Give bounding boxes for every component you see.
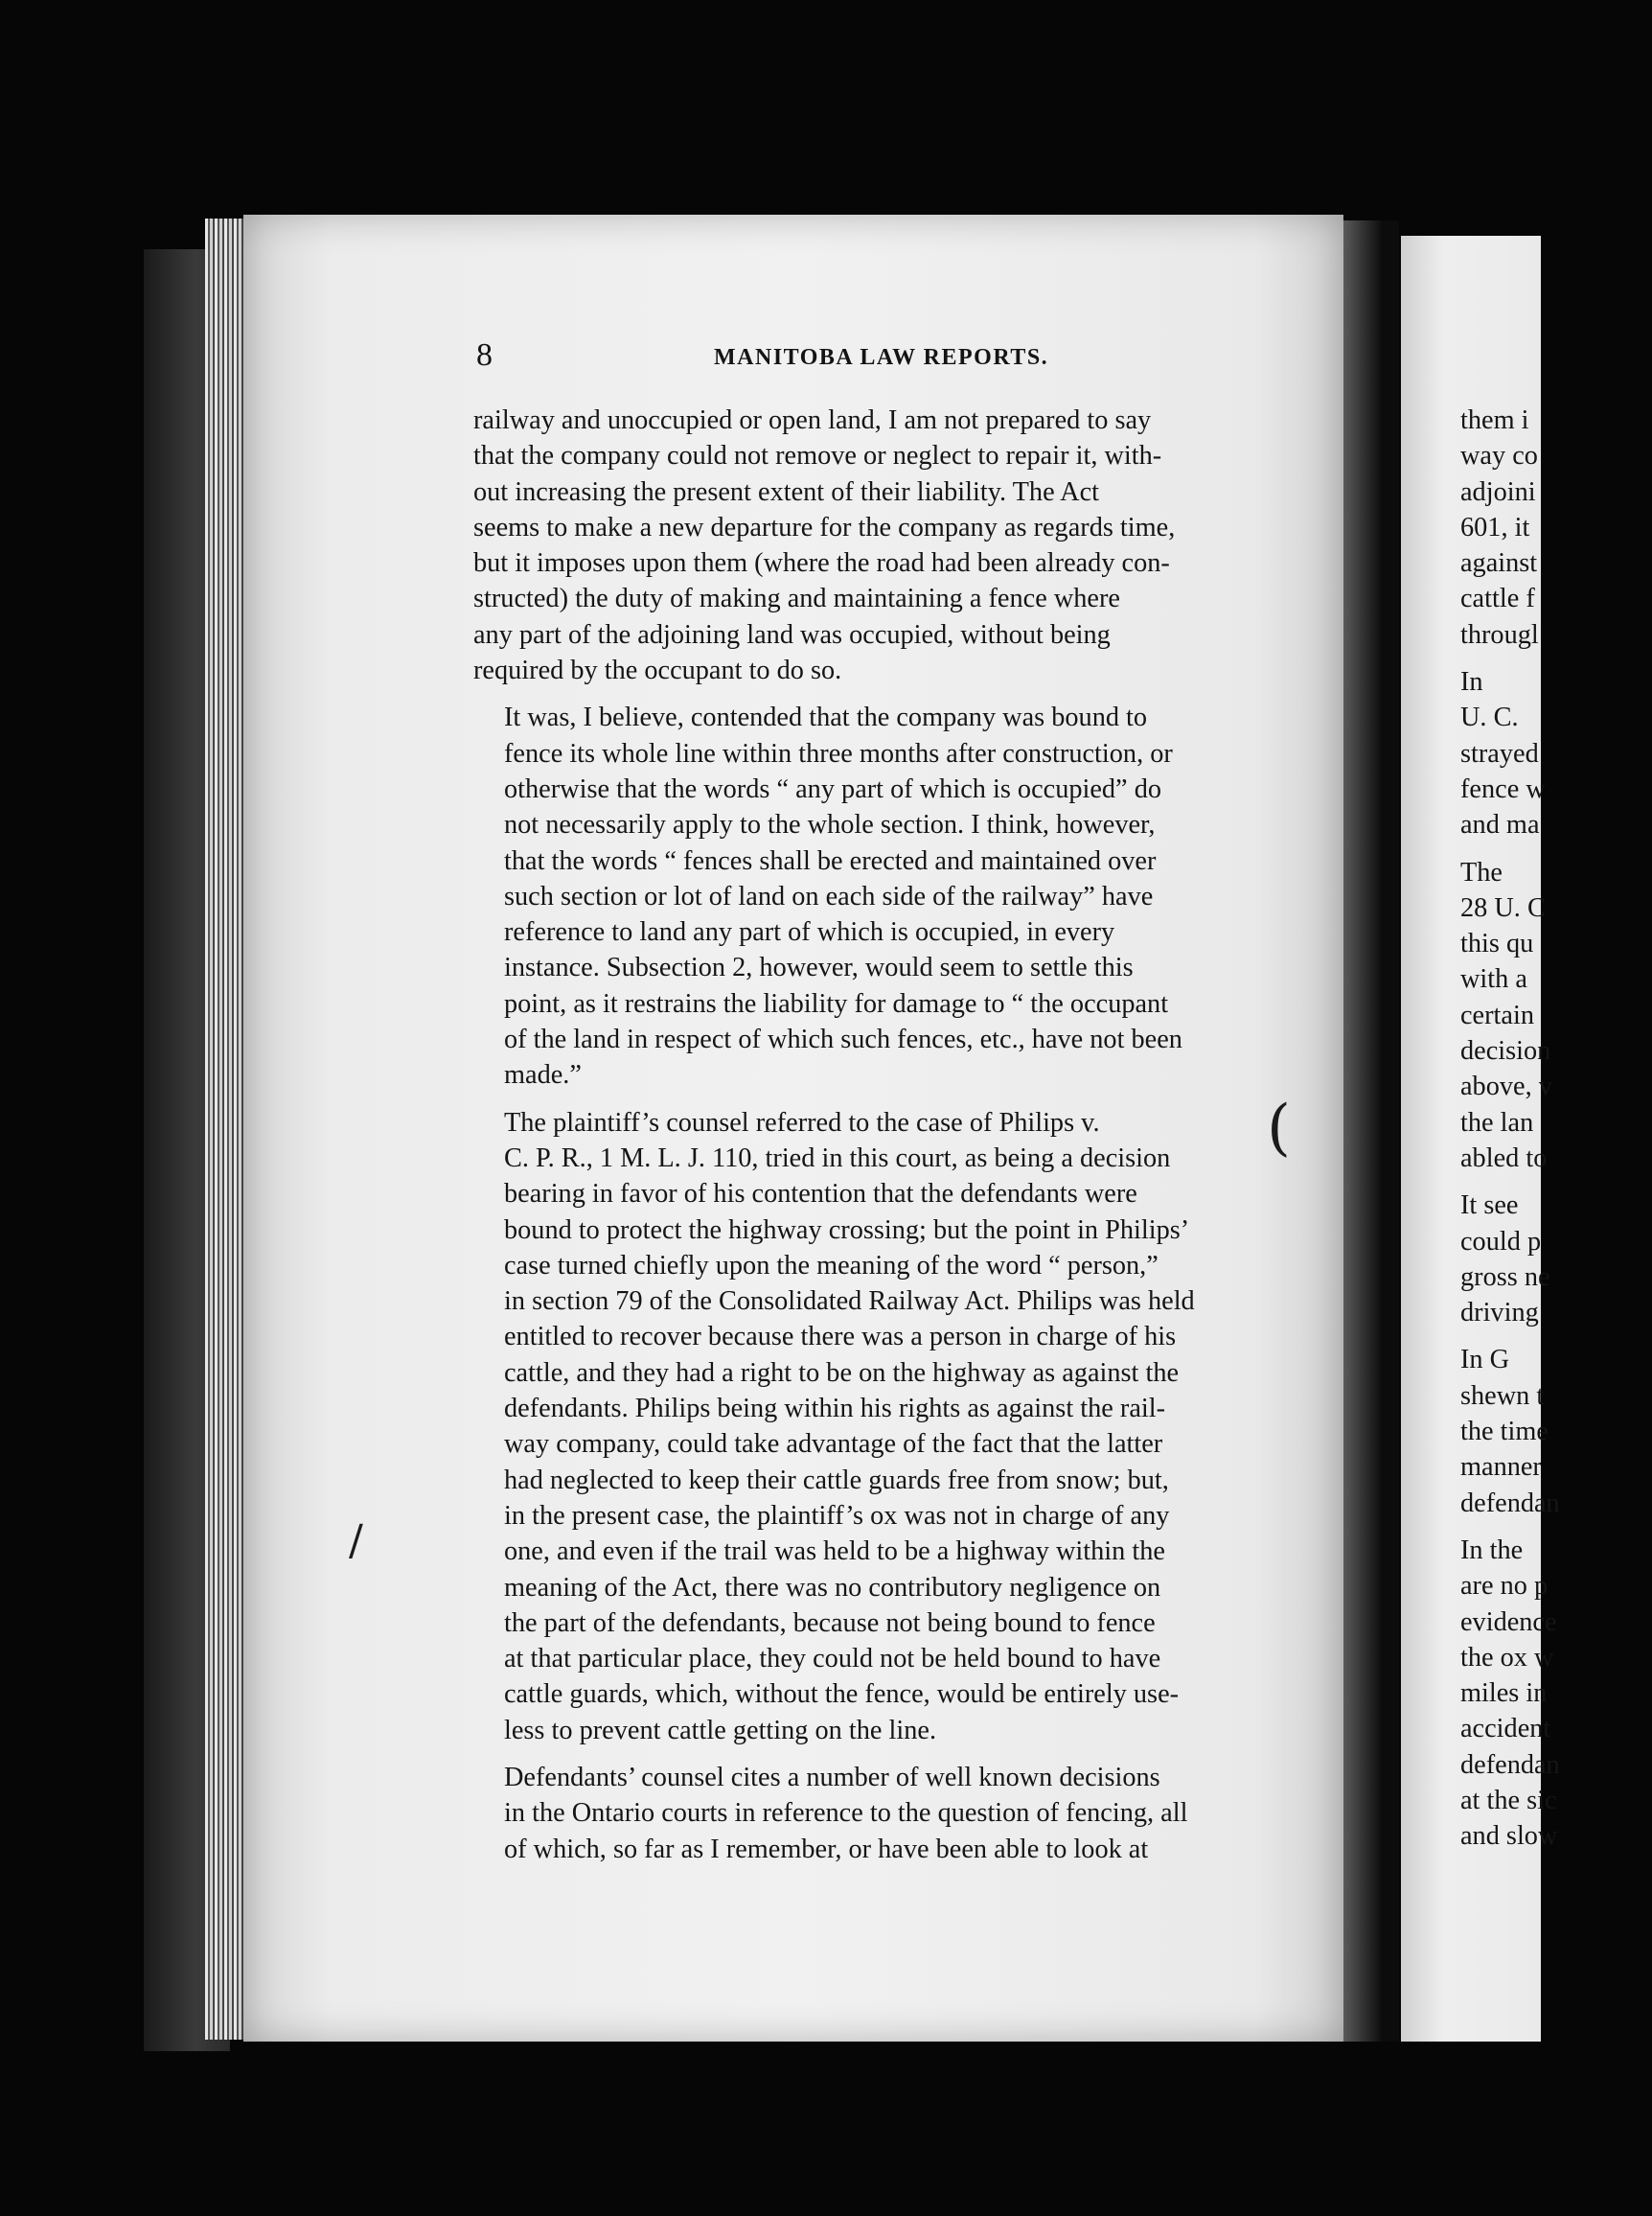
facing-line: defendan — [1460, 1488, 1560, 1518]
facing-line: the lan — [1460, 1107, 1534, 1138]
text-line: reference to land any part of which is occupied, in every — [504, 917, 1115, 948]
facing-line: defendan — [1460, 1749, 1560, 1780]
facing-line: at the sic — [1460, 1785, 1557, 1815]
text-line: in the Ontario courts in reference to the question of fencing, all — [504, 1798, 1188, 1829]
text-line: but it imposes upon them (where the road had been already con- — [473, 548, 1170, 579]
facing-line: manner — [1460, 1452, 1542, 1483]
text-line: one, and even if the trail was held to be a highway within the — [504, 1536, 1165, 1567]
text-line: point, as it restrains the liability for damage to “ the occupant — [504, 988, 1169, 1019]
facing-line: miles in — [1460, 1678, 1548, 1709]
text-line: railway and unoccupied or open land, I am not prepared to say — [473, 405, 1152, 435]
text-line: in section 79 of the Consolidated Railway Act. Philips was held — [504, 1286, 1195, 1317]
text-line: case turned chiefly upon the meaning of the word “ person,” — [504, 1250, 1159, 1281]
facing-line: In G — [1460, 1345, 1510, 1375]
facing-line: The — [1460, 857, 1503, 888]
text-line: meaning of the Act, there was no contributory negligence on — [504, 1572, 1161, 1603]
paragraph — [473, 1760, 1254, 1867]
paragraph — [473, 403, 1254, 688]
text-line: out increasing the present extent of their liability. The Act — [473, 476, 1099, 507]
facing-page-text — [1460, 403, 1652, 1855]
facing-line: with a — [1460, 964, 1527, 995]
text-line: any part of the adjoining land was occupied, without being — [473, 619, 1111, 650]
facing-line: and ma — [1460, 810, 1540, 841]
facing-page — [1401, 236, 1560, 2042]
text-line: in the present case, the plaintiff’s ox was not in charge of any — [504, 1500, 1170, 1531]
facing-line: evidence — [1460, 1606, 1557, 1637]
facing-line: gross ne — [1460, 1261, 1550, 1292]
text-line: defendants. Philips being within his rights as against the rail- — [504, 1394, 1166, 1424]
text-line: required by the occupant to do so. — [473, 656, 842, 686]
facing-line: U. C. — [1460, 703, 1519, 733]
text-line: bound to protect the highway crossing; but the point in Philips’ — [504, 1214, 1190, 1245]
facing-line: shewn t — [1460, 1380, 1545, 1411]
facing-line: fence w — [1460, 773, 1546, 804]
text-line: that the company could not remove or neglect to repair it, with- — [473, 441, 1162, 472]
text-line: that the words “ fences shall be erected and maintained over — [504, 845, 1157, 876]
text-line: made.” — [504, 1060, 582, 1091]
text-line: way company, could take advantage of the fact that the latter — [504, 1429, 1163, 1460]
margin-pencil-mark: / — [349, 1516, 363, 1565]
text-line: cattle, and they had a right to be on the highway as against the — [504, 1357, 1180, 1388]
facing-line: this qu — [1460, 929, 1534, 959]
text-line: entitled to recover because there was a person in charge of his — [504, 1322, 1177, 1352]
text-line: the part of the defendants, because not being bound to fence — [504, 1607, 1156, 1638]
facing-line: It see — [1460, 1190, 1519, 1221]
facing-line: the time — [1460, 1417, 1549, 1447]
facing-line: could p — [1460, 1226, 1542, 1257]
text-line: It was, I believe, contended that the company was bound to — [504, 703, 1148, 733]
facing-line: certain — [1460, 1000, 1534, 1030]
facing-line: cattle f — [1460, 584, 1535, 614]
facing-line: 28 U. C — [1460, 892, 1546, 923]
facing-line: 601, it — [1460, 512, 1530, 542]
facing-line: througl — [1460, 619, 1539, 650]
facing-line: In the — [1460, 1535, 1524, 1565]
text-line: instance. Subsection 2, however, would seem to settle this — [504, 953, 1134, 983]
facing-gap — [1460, 1330, 1652, 1342]
text-line: Defendants’ counsel cites a number of well known decisions — [504, 1762, 1160, 1792]
facing-gap — [1460, 843, 1652, 855]
text-line: not necessarily apply to the whole section. I think, however, — [504, 810, 1156, 841]
facing-line: In — [1460, 667, 1483, 698]
facing-line: decision — [1460, 1036, 1551, 1067]
facing-line: abled to — [1460, 1143, 1548, 1173]
text-line: C. P. R., 1 M. L. J. 110, tried in this court, as being a decision — [504, 1143, 1171, 1173]
facing-gap — [1460, 653, 1652, 664]
paragraph — [473, 1105, 1254, 1748]
facing-gap — [1460, 1176, 1652, 1188]
text-line: seems to make a new departure for the company as regards time, — [473, 512, 1176, 542]
text-line: fence its whole line within three months after construction, or — [504, 738, 1173, 769]
facing-line: are no p — [1460, 1571, 1549, 1602]
text-line: of which, so far as I remember, or have been able to look at — [504, 1834, 1149, 1864]
running-head — [476, 337, 1272, 376]
paragraph — [473, 700, 1254, 1093]
facing-line: against — [1460, 548, 1538, 579]
text-line: The plaintiff’s counsel referred to the case of Philips v. — [504, 1107, 1100, 1138]
text-line: had neglected to keep their cattle guards free from snow; but, — [504, 1465, 1169, 1495]
text-line: less to prevent cattle getting on the line. — [504, 1715, 937, 1745]
text-line: otherwise that the words “ any part of which is occupied” do — [504, 773, 1161, 804]
facing-line: driving — [1460, 1298, 1539, 1328]
book-gutter — [1343, 220, 1399, 2042]
text-line: at that particular place, they could not be held bound to have — [504, 1644, 1161, 1674]
text-line: cattle guards, which, without the fence, would be entirely use- — [504, 1679, 1180, 1710]
facing-line: way co — [1460, 441, 1538, 472]
facing-line: them i — [1460, 405, 1529, 435]
facing-line: the ox w — [1460, 1642, 1554, 1673]
text-line: of the land in respect of which such fences, etc., have not been — [504, 1025, 1182, 1055]
text-line: structed) the duty of making and maintaining a fence where — [473, 584, 1120, 614]
facing-line: strayed — [1460, 738, 1539, 769]
text-line: such section or lot of land on each side of the railway” have — [504, 881, 1154, 912]
facing-line: above, v — [1460, 1072, 1552, 1102]
facing-line: accident — [1460, 1714, 1551, 1744]
facing-line: adjoini — [1460, 476, 1536, 507]
facing-line: and slow — [1460, 1821, 1558, 1852]
running-head-title: MANITOBA LAW REPORTS. — [714, 345, 1049, 370]
text-line: bearing in favor of his contention that the defendants were — [504, 1179, 1137, 1210]
margin-bracket-mark: ( — [1267, 1093, 1291, 1164]
facing-gap — [1460, 1521, 1652, 1533]
page-edges — [205, 219, 245, 2040]
page-number: 8 — [476, 337, 493, 373]
body-text — [473, 403, 1254, 1879]
